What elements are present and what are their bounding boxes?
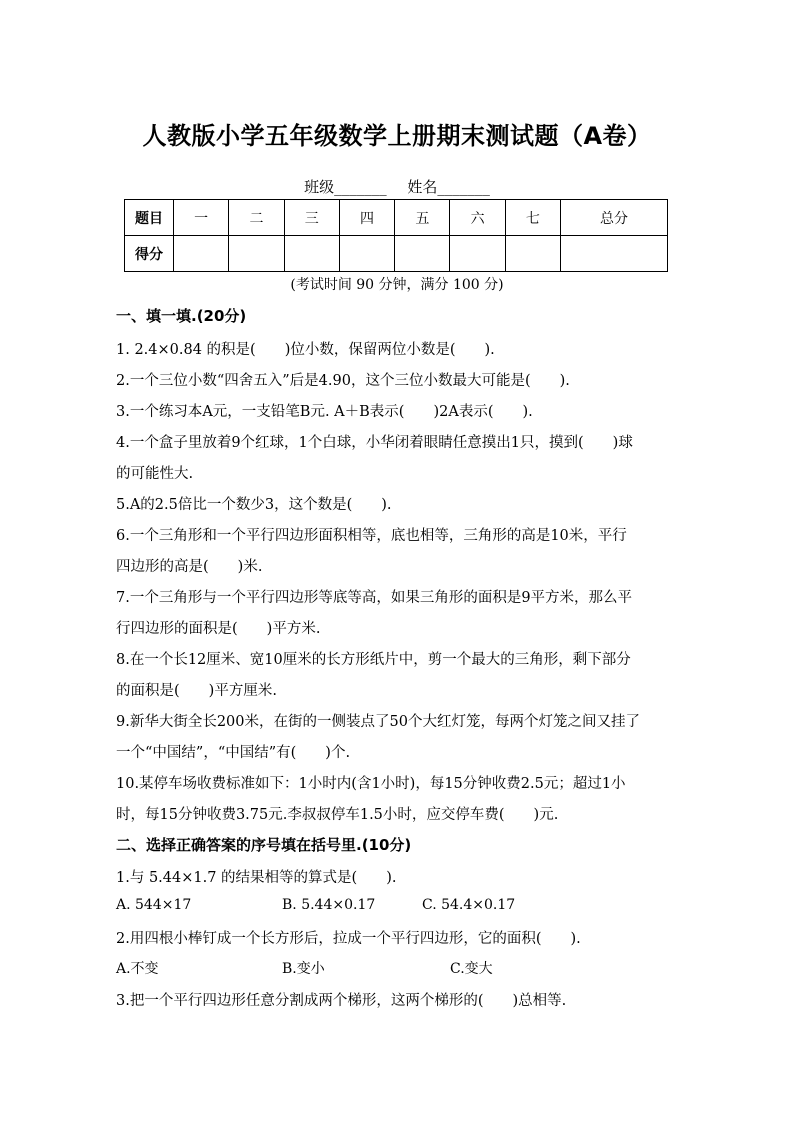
question-line: 8.在一个长12厘米、宽10厘米的长方形纸片中，剪一个最大的三角形，剩下部分 [116, 652, 631, 668]
question-line: 时，每15分钟收费3.75元.李叔叔停车1.5小时，应交停车费( )元. [116, 807, 559, 823]
exam-note: (考试时间 90 分钟，满分 100 分) [290, 277, 504, 293]
question-line: 2.用四根小棒钉成一个长方形后，拉成一个平行四边形，它的面积( ). [116, 931, 581, 947]
option-a: A.不变 [116, 961, 159, 977]
score-table-header-row [125, 200, 668, 236]
column-5: 五 [395, 200, 450, 236]
question-line: 3.一个练习本A元，一支铅笔B元. A＋B表示( )2A表示( ). [116, 404, 533, 420]
score-table-score-row [125, 236, 668, 272]
section-1-title: 一、填一填.(20分) [116, 307, 247, 325]
column-2: 二 [229, 200, 284, 236]
score-cell[interactable] [284, 236, 339, 272]
option-a: A. 544×17 [116, 897, 192, 913]
question-line: 3.把一个平行四边形任意分割成两个梯形，这两个梯形的( )总相等. [116, 993, 567, 1009]
class-field: 班级_______ [304, 178, 387, 196]
score-cell[interactable] [395, 236, 450, 272]
question-line: 2.一个三位小数“四舍五入”后是4.90，这个三位小数最大可能是( ). [116, 373, 570, 389]
option-c: C. 54.4×0.17 [422, 897, 516, 913]
question-line: 6.一个三角形和一个平行四边形面积相等，底也相等，三角形的高是10米，平行 [116, 528, 627, 544]
column-4: 四 [339, 200, 394, 236]
question-line: 的面积是( )平方厘米. [116, 683, 277, 699]
question-line: 的可能性大. [116, 466, 194, 482]
option-b: B. 5.44×0.17 [282, 897, 376, 913]
score-cell[interactable] [174, 236, 229, 272]
class-name-line [0, 176, 794, 197]
score-table [124, 199, 668, 272]
exam-title: 人教版小学五年级数学上册期末测试题（A卷） [142, 122, 652, 150]
question-line: 7.一个三角形与一个平行四边形等底等高，如果三角形的面积是9平方米，那么平 [116, 590, 633, 606]
question-line: 10.某停车场收费标准如下：1小时内(含1小时)，每15分钟收费2.5元；超过1小 [116, 776, 626, 792]
row-label: 得分 [125, 236, 174, 272]
name-field: 姓名_______ [407, 178, 490, 196]
section-2-title: 二、选择正确答案的序号填在括号里.(10分) [116, 836, 412, 854]
question-line: 四边形的高是( )米. [116, 559, 263, 575]
question-line: 4.一个盒子里放着9个红球，1个白球，小华闭着眼睛任意摸出1只，摸到( )球 [116, 435, 633, 451]
column-6: 六 [450, 200, 505, 236]
question-line: 5.A的2.5倍比一个数少3，这个数是( ). [116, 497, 392, 513]
question-line: 1.与 5.44×1.7 的结果相等的算式是( ). [116, 870, 397, 886]
question-line: 9.新华大街全长200米，在街的一侧装点了50个大红灯笼，每两个灯笼之间又挂了 [116, 714, 640, 730]
question-line: 行四边形的面积是( )平方米. [116, 621, 321, 637]
column-1: 一 [174, 200, 229, 236]
column-3: 三 [284, 200, 339, 236]
score-cell[interactable] [561, 236, 668, 272]
question-line: 一个“中国结”，“中国结”有( )个. [116, 745, 351, 761]
column-total: 总分 [561, 200, 668, 236]
option-c: C.变大 [450, 961, 493, 977]
column-7: 七 [505, 200, 560, 236]
score-cell[interactable] [339, 236, 394, 272]
header-label: 题目 [125, 200, 174, 236]
question-line: 1. 2.4×0.84 的积是( )位小数，保留两位小数是( ). [116, 342, 495, 358]
option-b: B.变小 [282, 961, 325, 977]
score-cell[interactable] [450, 236, 505, 272]
score-cell[interactable] [505, 236, 560, 272]
score-cell[interactable] [229, 236, 284, 272]
